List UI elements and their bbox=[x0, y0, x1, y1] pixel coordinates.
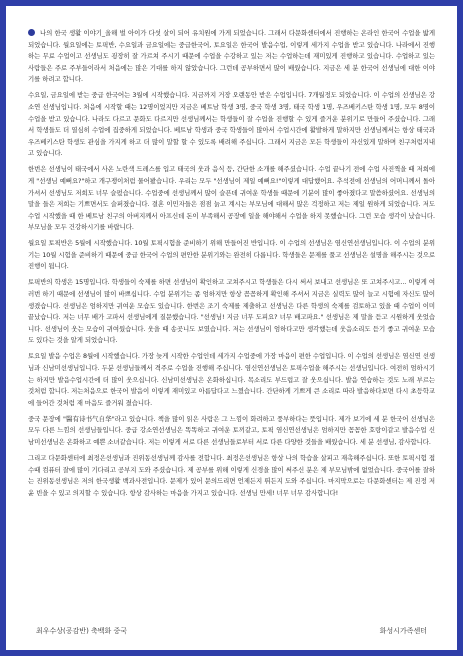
organization-name: 화성시가족센터 bbox=[379, 627, 427, 635]
letter-body bbox=[28, 28, 435, 620]
paragraph-8: 그리고 다문화센터에 최정은선생님과 진위동선생님께 감사를 전합니다. 최정은선생님은 항상 나의 학습을 살피고 재촉해주십니다. 또한 토픽시험 접수때 컴퓨터 잘에 많이 기다리고 공부지 도와 주셨습니다. 제 공부를 위해 이렇게 신경을 많이 써주신 분은 제 부모님밖에 없었습니다. 중국어를 잘하는 진위동선생님은 저의 한국생활 백과사전입니다. 문제가 있어 문의드리면 언제든지 뛰든지 도와 주십니다. 마지막으로는 다문화센터는 제 진정 저윤 빈을 수 있고 의지할 수 있습니다. 항상 감사하는 마음을 가지고 있습니다. 선생님 만세! 너무 너무 감사합니다! bbox=[28, 453, 435, 497]
paragraph-1-text: 나의 한국 생활 이야기_올해 벌 아이가 다섯 살이 되어 유치원에 가게 되었습니다. 그래서 다문화센터에서 진행하는 온라인 한국어 수업을 밟게 되었습니다. 월요일에는 토픽반, 수요일과 금요일에는 중급한국어, 토요일은 한국어 발음수업, 이렇게 세가지 수업을 받고 있습니다. 나라에서 진행하는 무료 수업이고 선생님도 굉장히 잘 가르쳐 주시기 때문에 수업을 수강하고 있는 저는 수업하는데 재미있게 진행하고 있습니다. 수업하고 있는 사람들은 주로 주부들이라서 처음에는 많은 기대를 하지 않았습니다. 그런데 공부하면서 많이 배웠습니다. 지금은 세 분 한국어 선생님에 대한 이야기를 하려고 합니다. bbox=[28, 29, 435, 84]
paragraph-4: 월요일 토픽반은 5월에 시작했습니다. 10월 토픽시험을 준비하기 위해 만들어진 반입니다. 이 수업의 선생님은 염신연선생님입니다. 이 수업의 분위기는 10월 시험을 준비하기 때문에 중급 한국어 수업의 편안한 분위기와는 완전히 다릅니다. 학생들은 문제를 풀고 선생님은 설명을 해주시는 것으로 진행이 됩니다. bbox=[28, 239, 435, 271]
paragraph-3: 한번은 선생님이 태국에서 사온 노란색 드레스를 입고 태국의 웃과 음식 등, 간단한 소개를 해주셨습니다. 수업 끝나기 전에 수업 사진찍을 때 저희에게 "선생님 예뻐요?"하고 개구쟁이처럼 물어봤습니다. 우리는 모두 "선생님이 제일 예뻐요!"이렇게 대답했어요. 추석전에 선생님의 어머니께서 돌아가셔서 선생님도 저희도 너무 슬펐습니다. 수업중에 선생님께서 많이 슬픈데 귀여운 학생들 때문에 기분이 많이 좋아졌다고 말씀하셨어요. 선생님의 말을 들은 저희는 기쁘면서도 슬퍼졌습니다. 결혼 이민자들은 점점 늙고 계시는 부모님에 대해서 많은 걱정하고 저는 제일 원하게 되었습니다. 저도 수업 시작했을 때 한 베트남 친구의 아버지께서 아프신데 돈이 부족해서 공장에 일을 해야해서 수업을 하지 못했습니다. 그런 모습 생각이 났습니다. 부모님을 모두 건강하시기를 바랍니다. bbox=[28, 165, 435, 232]
paragraph-7: 중국 문장에 "醫有诗书气自华"라고 있습니다. 책을 많이 읽은 사람은 그 느낌이 화려하고 풍부하다는 뜻입니다. 제가 보기에 세 분 한국어 선생님은 모두 다른 느낌의 선생님들입니다. 중급 강소연선생님은 똑똑하고 귀여운 토끼같고, 토픽 염신연선생님은 엄하지만 꼼꼼한 호랑이같고 발음수업 신남미선생님은 온화하고 예쁜 소녀같습니다. 저는 이렇게 서로 다른 선생님들로부터 서로 다른 다양한 것들을 배웠습니다. 세 분 선생님, 감사합니다. bbox=[28, 414, 435, 446]
bullet-icon bbox=[28, 29, 35, 36]
author-line: 최우수상(공감반) 축백화 중국 bbox=[36, 627, 128, 635]
paragraph-6: 토요일 발음 수업은 8월에 시작했습니다. 가장 늦게 시작한 수업인데 세가지 수업중에 가장 마음이 편한 수업입니다. 이 수업의 선생님은 염신연 선생님과 신남미선생님입니다. 두분 선생님들께서 격주로 수업을 진행해 주십니다. 염신연선생님은 토픽수업을 해주시는 선생님입니다. 여전히 엄하시기는 하지만 발음수업시간에 더 많이 웃으십니다. 신남미선생님은 온화하십니다. 목소리도 부드럽고 잘 웃으십니다. 발음 연습하는 것도 노래 부르는 것처럼 합니다. 저는처음으로 한국어 발음이 이렇게 재미있고 아름답다고 느꼈습니다. 간단하게 기쁘게 큰 소리로 따라 발음하다보면 다시 초등학교에 들어간 것처럼 재 마음도 즐거워 졌습니다. bbox=[28, 352, 435, 407]
paragraph-2: 수요일, 금요일에 받는 중급 한국어는 3월에 시작했습니다. 지금까지 거장 오랜동안 받은 수업입니다. 7개월정도 되었습니다. 이 수업의 선생님은 강소연 선생님입니다. 처음에 시작할 때는 12명이었지만 지금은 베트남 학생 3명, 중국 학생 3명, 태국 학생 1명, 우즈베키스탄 학생 1명, 모두 8명이 수업을 받고 있습니다. 나라도 다르고 문화도 다르지만 선생님께서는 학생들이 잘 수업을 진행할 수 있게 즐거운 분위기로 만들어 주셨습니다. 그래서 학생들도 더 열심히 수업에 집중하게 되었습니다. 베트남 학생과 중국 학생들이 많아서 수업시간에 활발하게 말하지만 선생님께서는 항상 태국과 우즈베키스탄 학생도 관심을 가지게 하고 더 많이 말할 할 수 있도록 배려해 주십니다. 그래서 지금은 모든 학생들이 자신있게 말하며 친구처럼지내고 있습니다. bbox=[28, 91, 435, 158]
paragraph-5: 토픽반의 학생은 15명입니다. 학생들이 숙제를 하면 선생님이 확인하고 고쳐주시고 학생들은 다시 써서 보내고 선생님은 또 고쳐주시고... 이렇게 여러번 하기 때문에 선생님이 많이 바쁘십니다. 수업 분위기는 좀 엄하지만 항상 꼼꼼하게 확인해 주셔서 지금은 실력도 많이 늘고 시험에 자신도 많이 생겼습니다. 선생님은 엄하지만 귀여운 모습도 있습니다. 한번은 조기 숙제를 제출하고 선생님은 다른 학생의 숙제를 검토하고 있을 때 수업이 이미 끝났습니다. 저는 너무 배가 고파서 선생님에게 질문했습니다. "선생님! 지금 너무 도피요? 너무 배고파요." 선생님은 제 말을 듣고 시원하게 웃었습니다. 선생님이 웃는 모습이 귀여웠습니다. 웃을 때 송곳니도 보였습니다. 저는 선생님이 엄하다고만 생각했는데 웃음소리도 듣기 좋고 귀여운 모습도 있다는 것을 알게 되었습니다. bbox=[28, 278, 435, 345]
paragraph-1 bbox=[28, 28, 435, 86]
